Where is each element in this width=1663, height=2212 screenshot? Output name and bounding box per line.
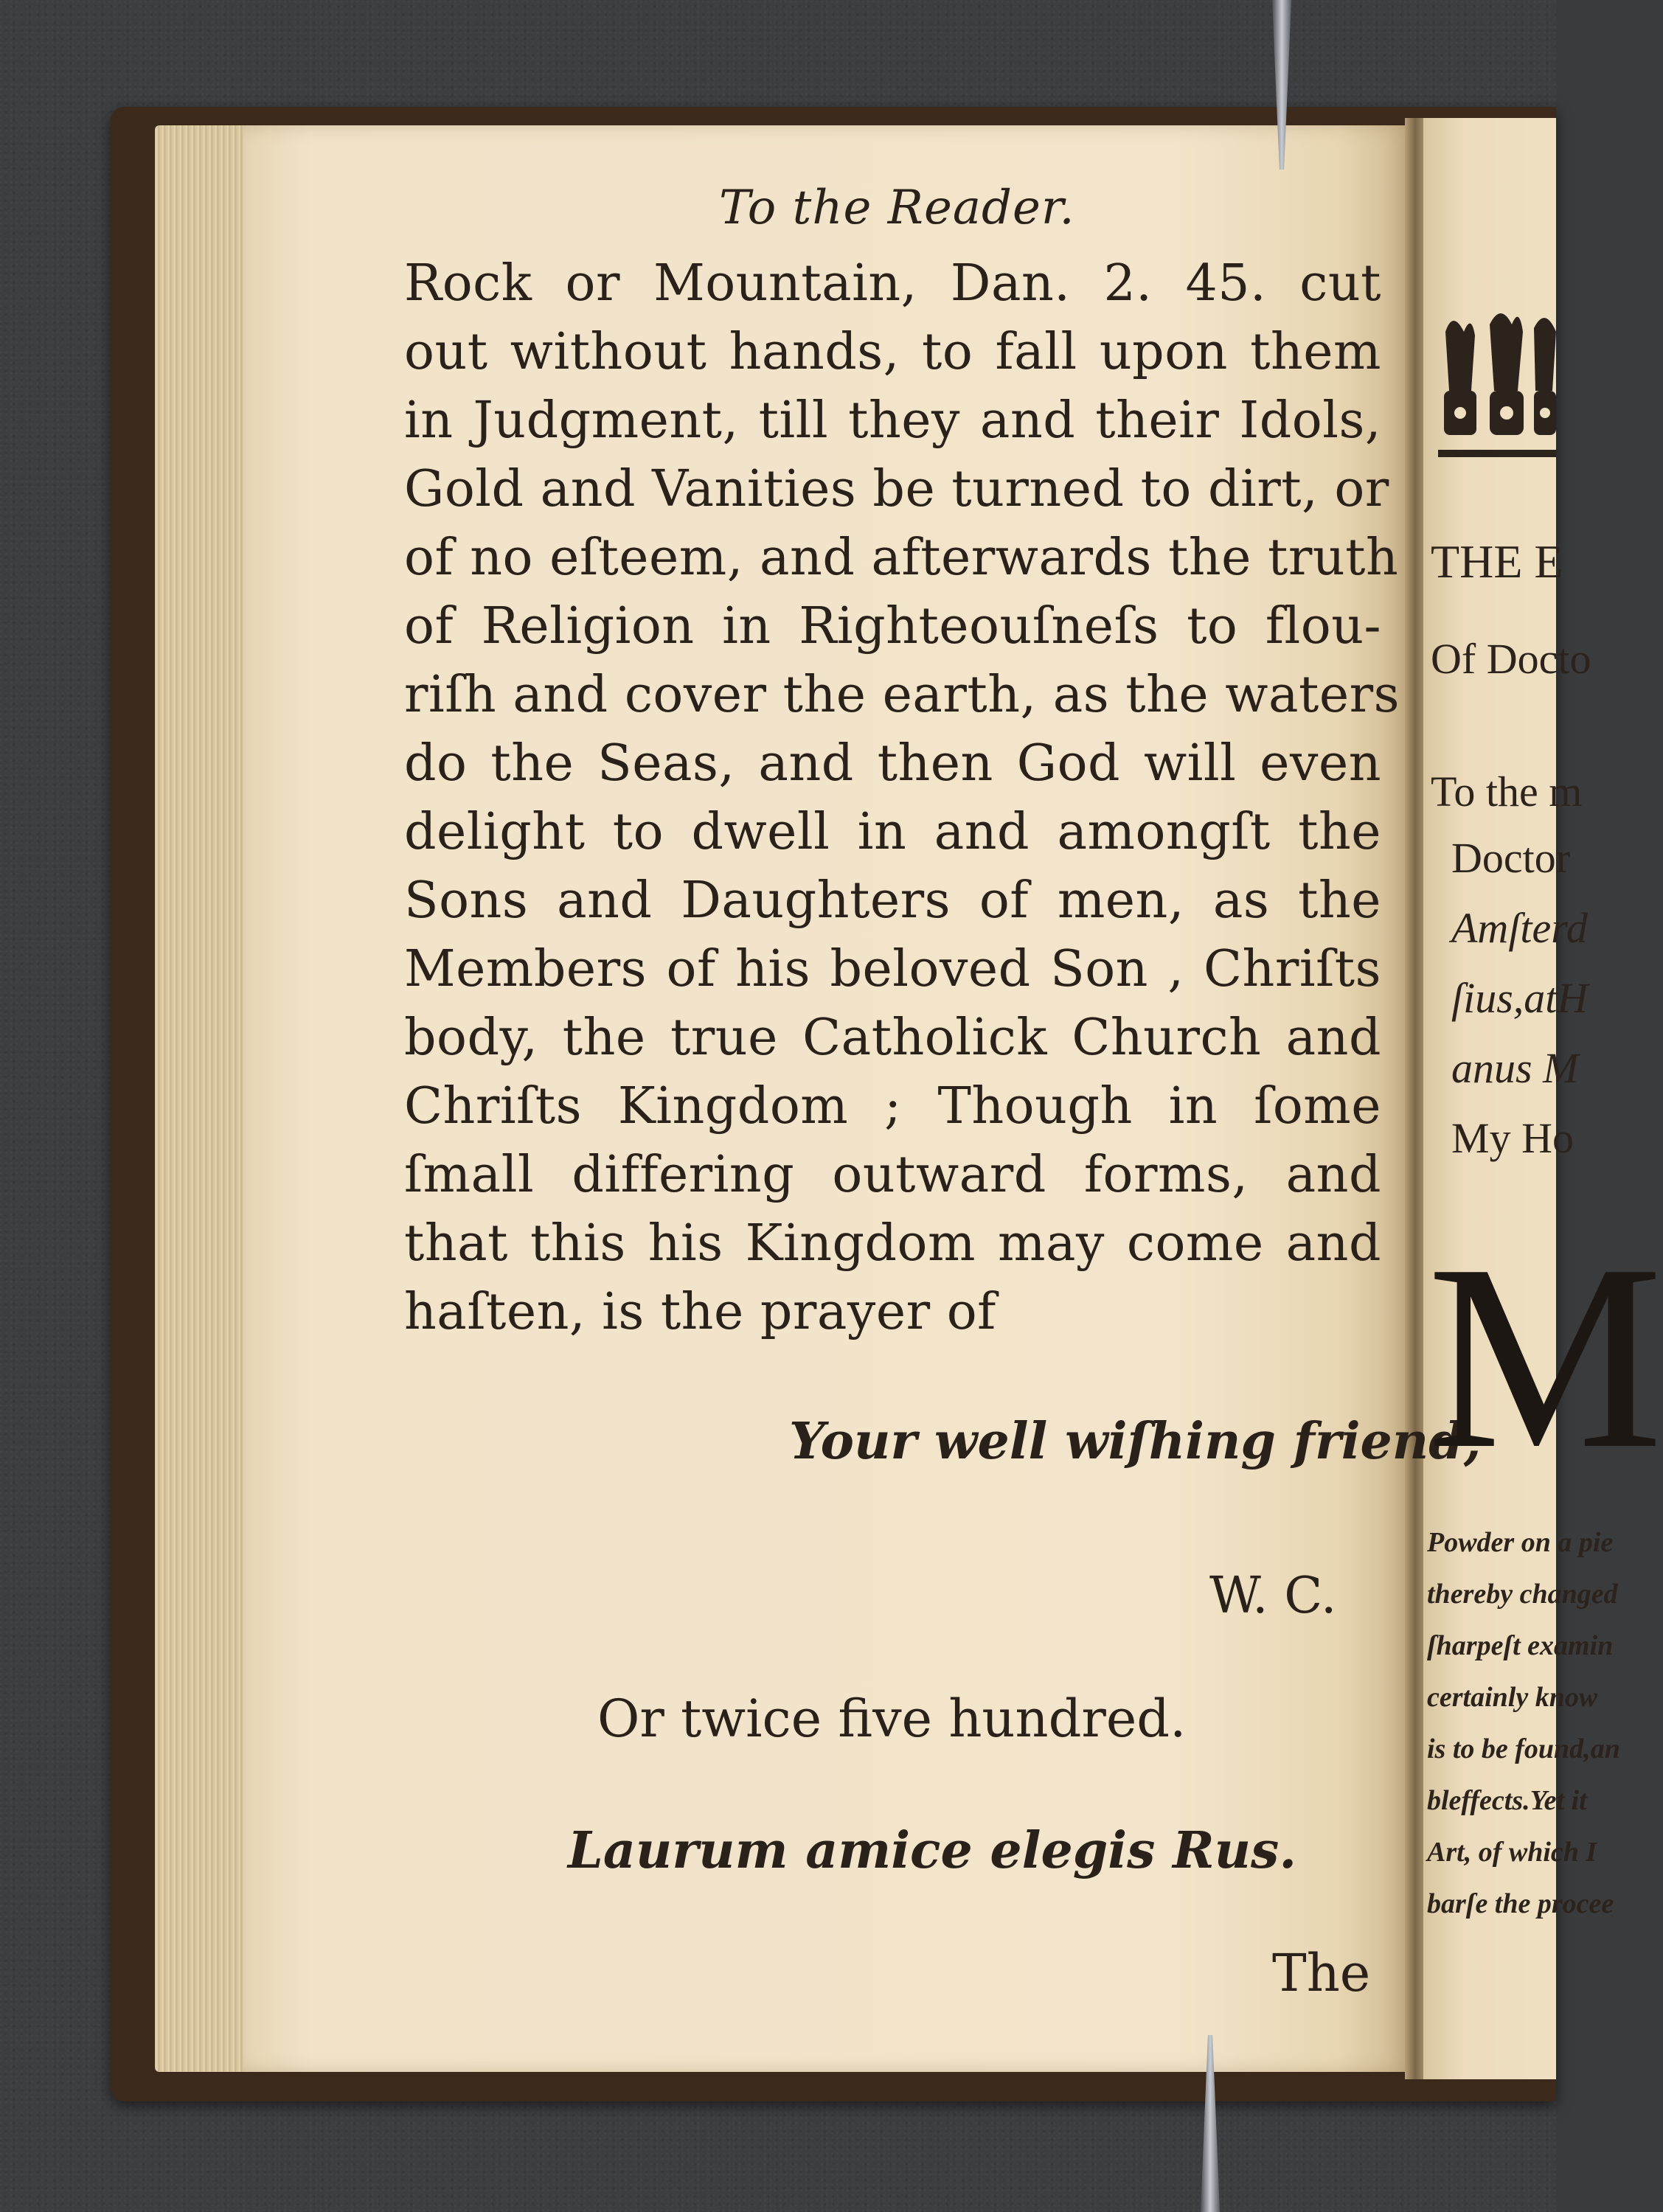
right-page-small-fragment: barſe the procee xyxy=(1427,1888,1614,1919)
body-line: Sons and Daughters of men, as the xyxy=(404,872,1381,930)
body-line: in Judgment, till they and their Idols, xyxy=(404,392,1381,450)
right-page-small-fragment: is to be found,an xyxy=(1427,1733,1620,1764)
right-page-fragment: My Ho xyxy=(1451,1114,1574,1162)
running-head: To the Reader. xyxy=(719,181,1075,235)
body-line: Chriſts Kingdom ; Though in ſome xyxy=(404,1077,1381,1135)
right-page-fragment: ſius,atH xyxy=(1451,974,1589,1022)
body-line: delight to dwell in and amongſt the xyxy=(404,803,1381,861)
motto: Laurum amice elegis Rus. xyxy=(568,1821,1296,1880)
book-gutter xyxy=(1405,118,1426,2079)
right-page-small-fragment: Art, of which I xyxy=(1427,1837,1597,1868)
body-line: out without hands, to fall upon them xyxy=(404,323,1381,381)
body-line: body, the true Catholick Church and xyxy=(404,1009,1381,1067)
right-page-small-fragment: certainly know xyxy=(1427,1682,1598,1713)
right-page-fragment: THE E xyxy=(1431,535,1563,588)
right-page-fragment: Amſterd xyxy=(1451,904,1588,952)
body-line: Gold and Vanities be turned to dirt, or xyxy=(404,460,1389,518)
body-line: do the Seas, and then God will even xyxy=(404,734,1381,793)
right-page-fragment: Of Docto xyxy=(1431,635,1591,683)
body-line: ſmall differing outward forms, and xyxy=(404,1146,1381,1204)
right-page-small-fragment: bleffects.Yet it xyxy=(1427,1785,1587,1816)
right-page-small-fragment: thereby changed xyxy=(1427,1579,1618,1610)
body-line: of Religion in Righteouſneſs to flou- xyxy=(404,597,1381,655)
right-page-fragment: Doctor xyxy=(1451,834,1571,882)
body-line: haſten, is the prayer of xyxy=(404,1283,996,1341)
anagram-line: Or twice five hundred. xyxy=(597,1688,1187,1749)
printers-ornament-icon xyxy=(1431,302,1556,472)
signoff: Your well wiſhing friend, xyxy=(789,1412,1482,1471)
body-line: that this his Kingdom may come and xyxy=(404,1214,1381,1273)
right-page-fragment: anus M xyxy=(1451,1044,1579,1092)
body-line: riſh and cover the earth, as the waters xyxy=(404,666,1400,724)
body-line: Members of his beloved Son , Chriſts xyxy=(404,940,1381,998)
catchword: The xyxy=(1272,1943,1371,2003)
right-page-small-fragment: ſharpeſt examin xyxy=(1427,1630,1614,1661)
right-page-small-fragment: Powder on a pie xyxy=(1427,1527,1614,1558)
body-line: of no eſteem, and afterwards the truth xyxy=(404,529,1399,587)
body-line: Rock or Mountain, Dan. 2. 45. cut xyxy=(404,254,1381,313)
drop-cap: M xyxy=(1427,1209,1663,1503)
right-page-fragment: To the m xyxy=(1431,768,1583,815)
author-initials: W. C. xyxy=(1209,1567,1337,1625)
